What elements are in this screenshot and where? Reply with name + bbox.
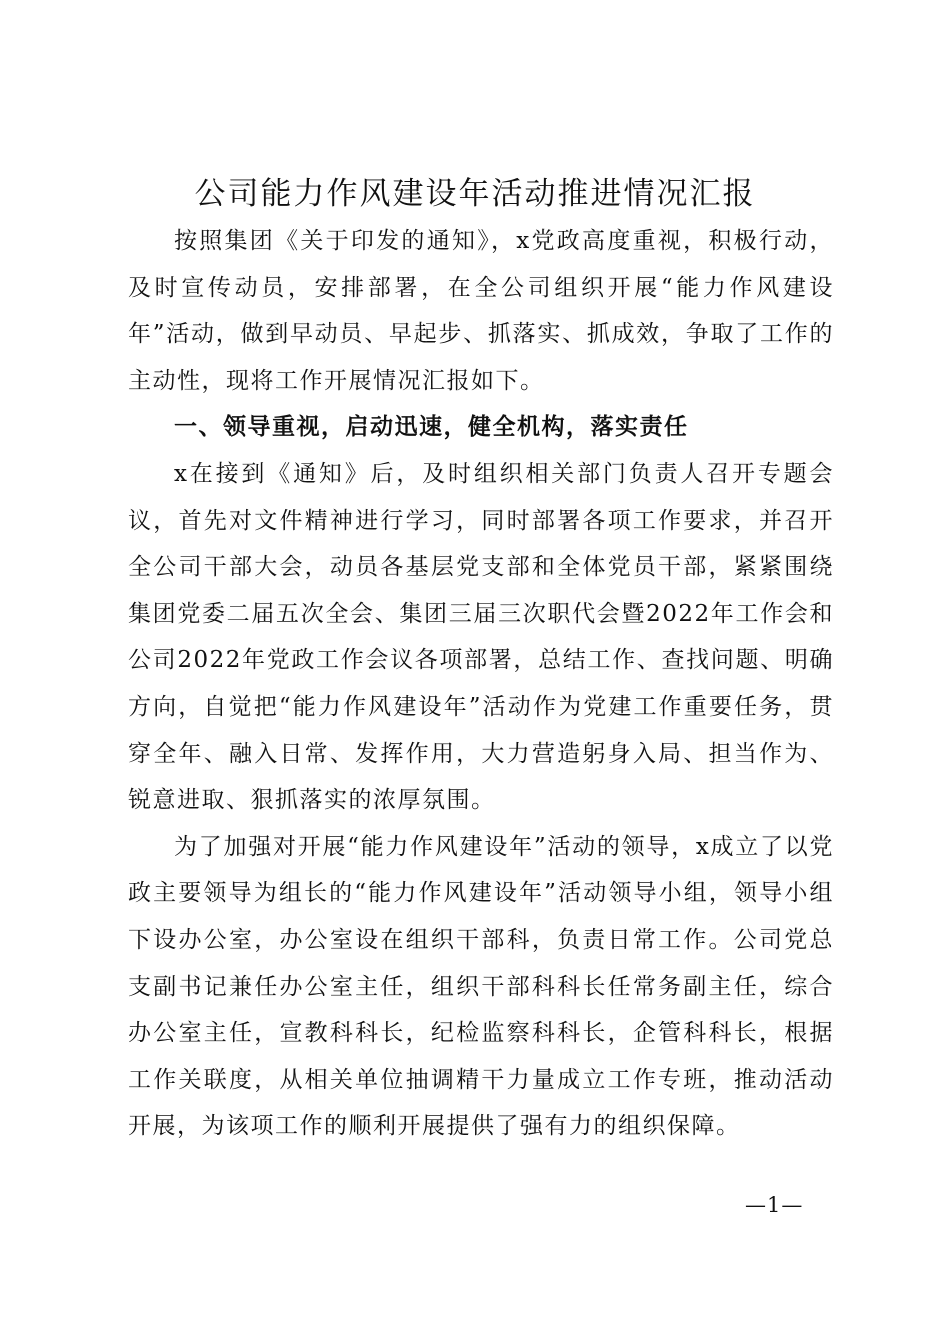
document-title: 公司能力作风建设年活动推进情况汇报 bbox=[194, 176, 756, 212]
page-number: —1— bbox=[745, 1193, 804, 1217]
intro-paragraph: 按照集团《关于印发的通知》，x党政高度重视，积极行动，及时宣传动员，安排部署，在全公司组织开展“能力作风建设年”活动，做到早动员、早起步、抓落实、抓成效，争取了工作的主动性，现将工作开展情况汇报如下。 bbox=[128, 228, 834, 394]
section-heading-1: 一、领导重视，启动迅速，健全机构，落实责任 bbox=[174, 414, 689, 441]
section-1-paragraph-1: x在接到《通知》后，及时组织相关部门负责人召开专题会议，首先对文件精神进行学习，同时部署各项工作要求，并召开全公司干部大会，动员各基层党支部和全体党员干部，紧紧围绕集团党委二届五次全会、集团三届三次职代会暨2022年工作会和公司2022年党政工作会议各项部署，总结工作、查找问题、明确方向，自觉把“能力作风建设年”活动作为党建工作重要任务，贯穿全年、融入日常、发挥作用，大力营造躬身入局、担当作为、锐意进取、狠抓落实的浓厚氛围。 bbox=[128, 460, 834, 814]
section-1-paragraph-2: 为了加强对开展“能力作风建设年”活动的领导，x成立了以党政主要领导为组长的“能力作风建设年”活动领导小组，领导小组下设办公室，办公室设在组织干部科，负责日常工作。公司党总支副书记兼任办公室主任，组织干部科科长任常务副主任，综合办公室主任，宣教科科长，纪检监察科科长，企管科科长，根据工作关联度，从相关单位抽调精干力量成立工作专班，推动活动开展，为该项工作的顺利开展提供了强有力的组织保障。 bbox=[128, 833, 834, 1140]
document-body bbox=[128, 218, 834, 1150]
